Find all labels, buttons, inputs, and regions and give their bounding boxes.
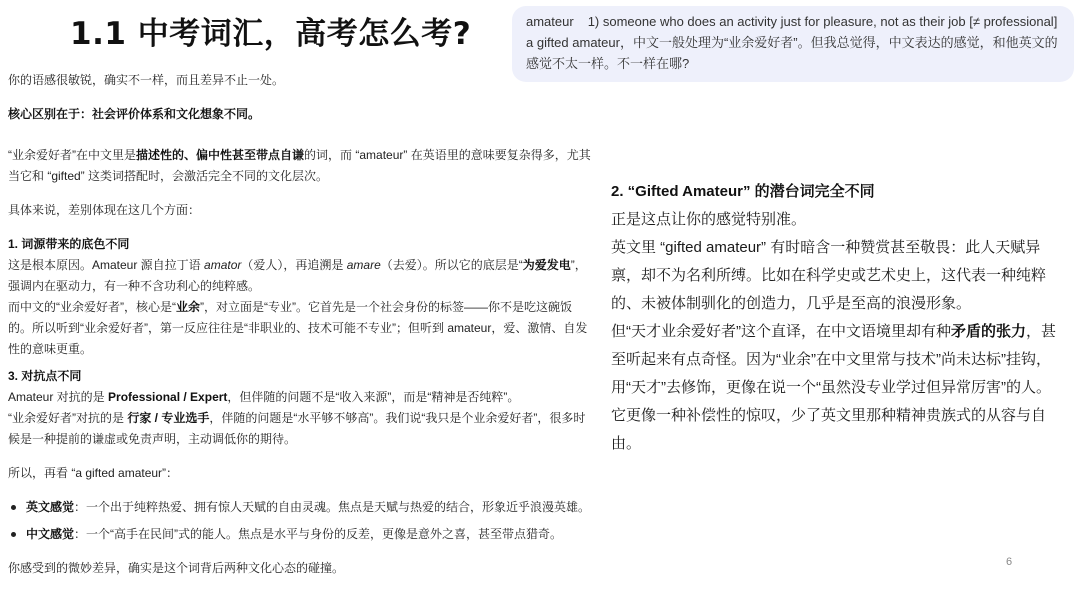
section-3-heading: 3. 对抗点不同 [8,369,82,383]
answer-right-column [611,178,1061,458]
answer-left-column [8,70,594,579]
bullet-chinese: 中文感觉：一个“高手在民间”式的能人。焦点是水平与身份的反差，更像是意外之喜，甚至带点猎奇。 [8,524,594,545]
core-statement: 核心区别在于：社会评价体系和文化想象不同。 [8,107,261,121]
paragraph-1: “业余爱好者”在中文里是描述性的、偏中性甚至带点自谦的词，而 “amateur” 在英语里的意味要复杂得多，尤其当它和 “gifted” 这类词搭配时，会激活完全不同的文化层次。 [8,148,591,183]
question-text: 1) someone who does an activity just for pleasure, not as their job [≠ professional] a gifted amateur，中文一般处理为“业余爱好者”。但我总觉得，中文表达的感觉，和他英文的感觉不太一样。不一样在哪? [526,14,1058,71]
conclusion-text: 你感受到的微妙差异，确实是这个词背后两种文化心态的碰撞。 [8,561,345,575]
page-number: 6 [1006,556,1013,568]
section-2-line: 正是这点让你的感觉特别准。 [611,211,807,228]
bullet-english: 英文感觉：一个出于纯粹热爱、拥有惊人天赋的自由灵魂。焦点是天赋与热爱的结合，形象近乎浪漫英雄。 [8,497,594,518]
section-1-text: 这是根本原因。Amateur 源自拉丁语 amator（爱人），再追溯是 amare（去爱）。所以它的底层是“为爱发电”，强调内在驱动力，有一种不含功利心的纯粹感。 [8,258,587,293]
section-3-text-2: “业余爱好者”对抗的是 行家 / 专业选手，伴随的问题是“水平够不够高”。我们说“我只是个业余爱好者”，很多时候是一种提前的谦虚或免责声明，主动调低你的期待。 [8,411,586,446]
again-text: 所以，再看 “a gifted amateur”： [8,466,179,480]
section-3-text: Amateur 对抗的是 Professional / Expert，但伴随的问题不是“收入来源”，而是“精神是否纯粹”。 [8,390,520,404]
section-2-para-2: 但“天才业余爱好者”这个直译，在中文语境里却有种矛盾的张力，甚至听起来有点奇怪。因为“业余”在中文里常与技术”尚未达标”挂钩，用“天才”去修饰，更像在说一个“虽然没专业学过但异常厉害”的人。它更像一种补偿性的惊叹，少了英文里那种精神贵族式的从容与自由。 [611,323,1057,452]
bullet-dot-icon [11,505,16,510]
paragraph-2: 具体来说，差别体现在这几个方面： [8,203,201,217]
question-bubble [512,6,1074,82]
section-1-heading: 1. 词源带来的底色不同 [8,237,130,251]
bullet-dot-icon [11,532,16,537]
question-word: amateur [526,14,574,29]
section-2-para-1: 英文里 “gifted amateur” 有时暗含一种赞赏甚至敬畏：此人天赋异禀，却不为名利所缚。比如在科学史或艺术史上，这代表一种纯粹的、未被体制驯化的创造力，几乎是至高的浪漫形象。 [611,239,1047,312]
section-2-heading: 2. “Gifted Amateur” 的潜台词完全不同 [611,183,875,200]
section-1-text-2: 而中文的“业余爱好者”，核心是“业余”，对立面是“专业”。它首先是一个社会身份的标签——你不是吃这碗饭的。所以听到“业余爱好者”，第一反应往往是“非职业的、技术可能不专业”；但听到 amateur，爱、激情、自发性的意味更重。 [8,300,588,356]
intro-text: 你的语感很敏锐，确实不一样，而且差异不止一处。 [8,73,285,87]
slide-title: 1.1 中考词汇，高考怎么考? [70,16,472,52]
